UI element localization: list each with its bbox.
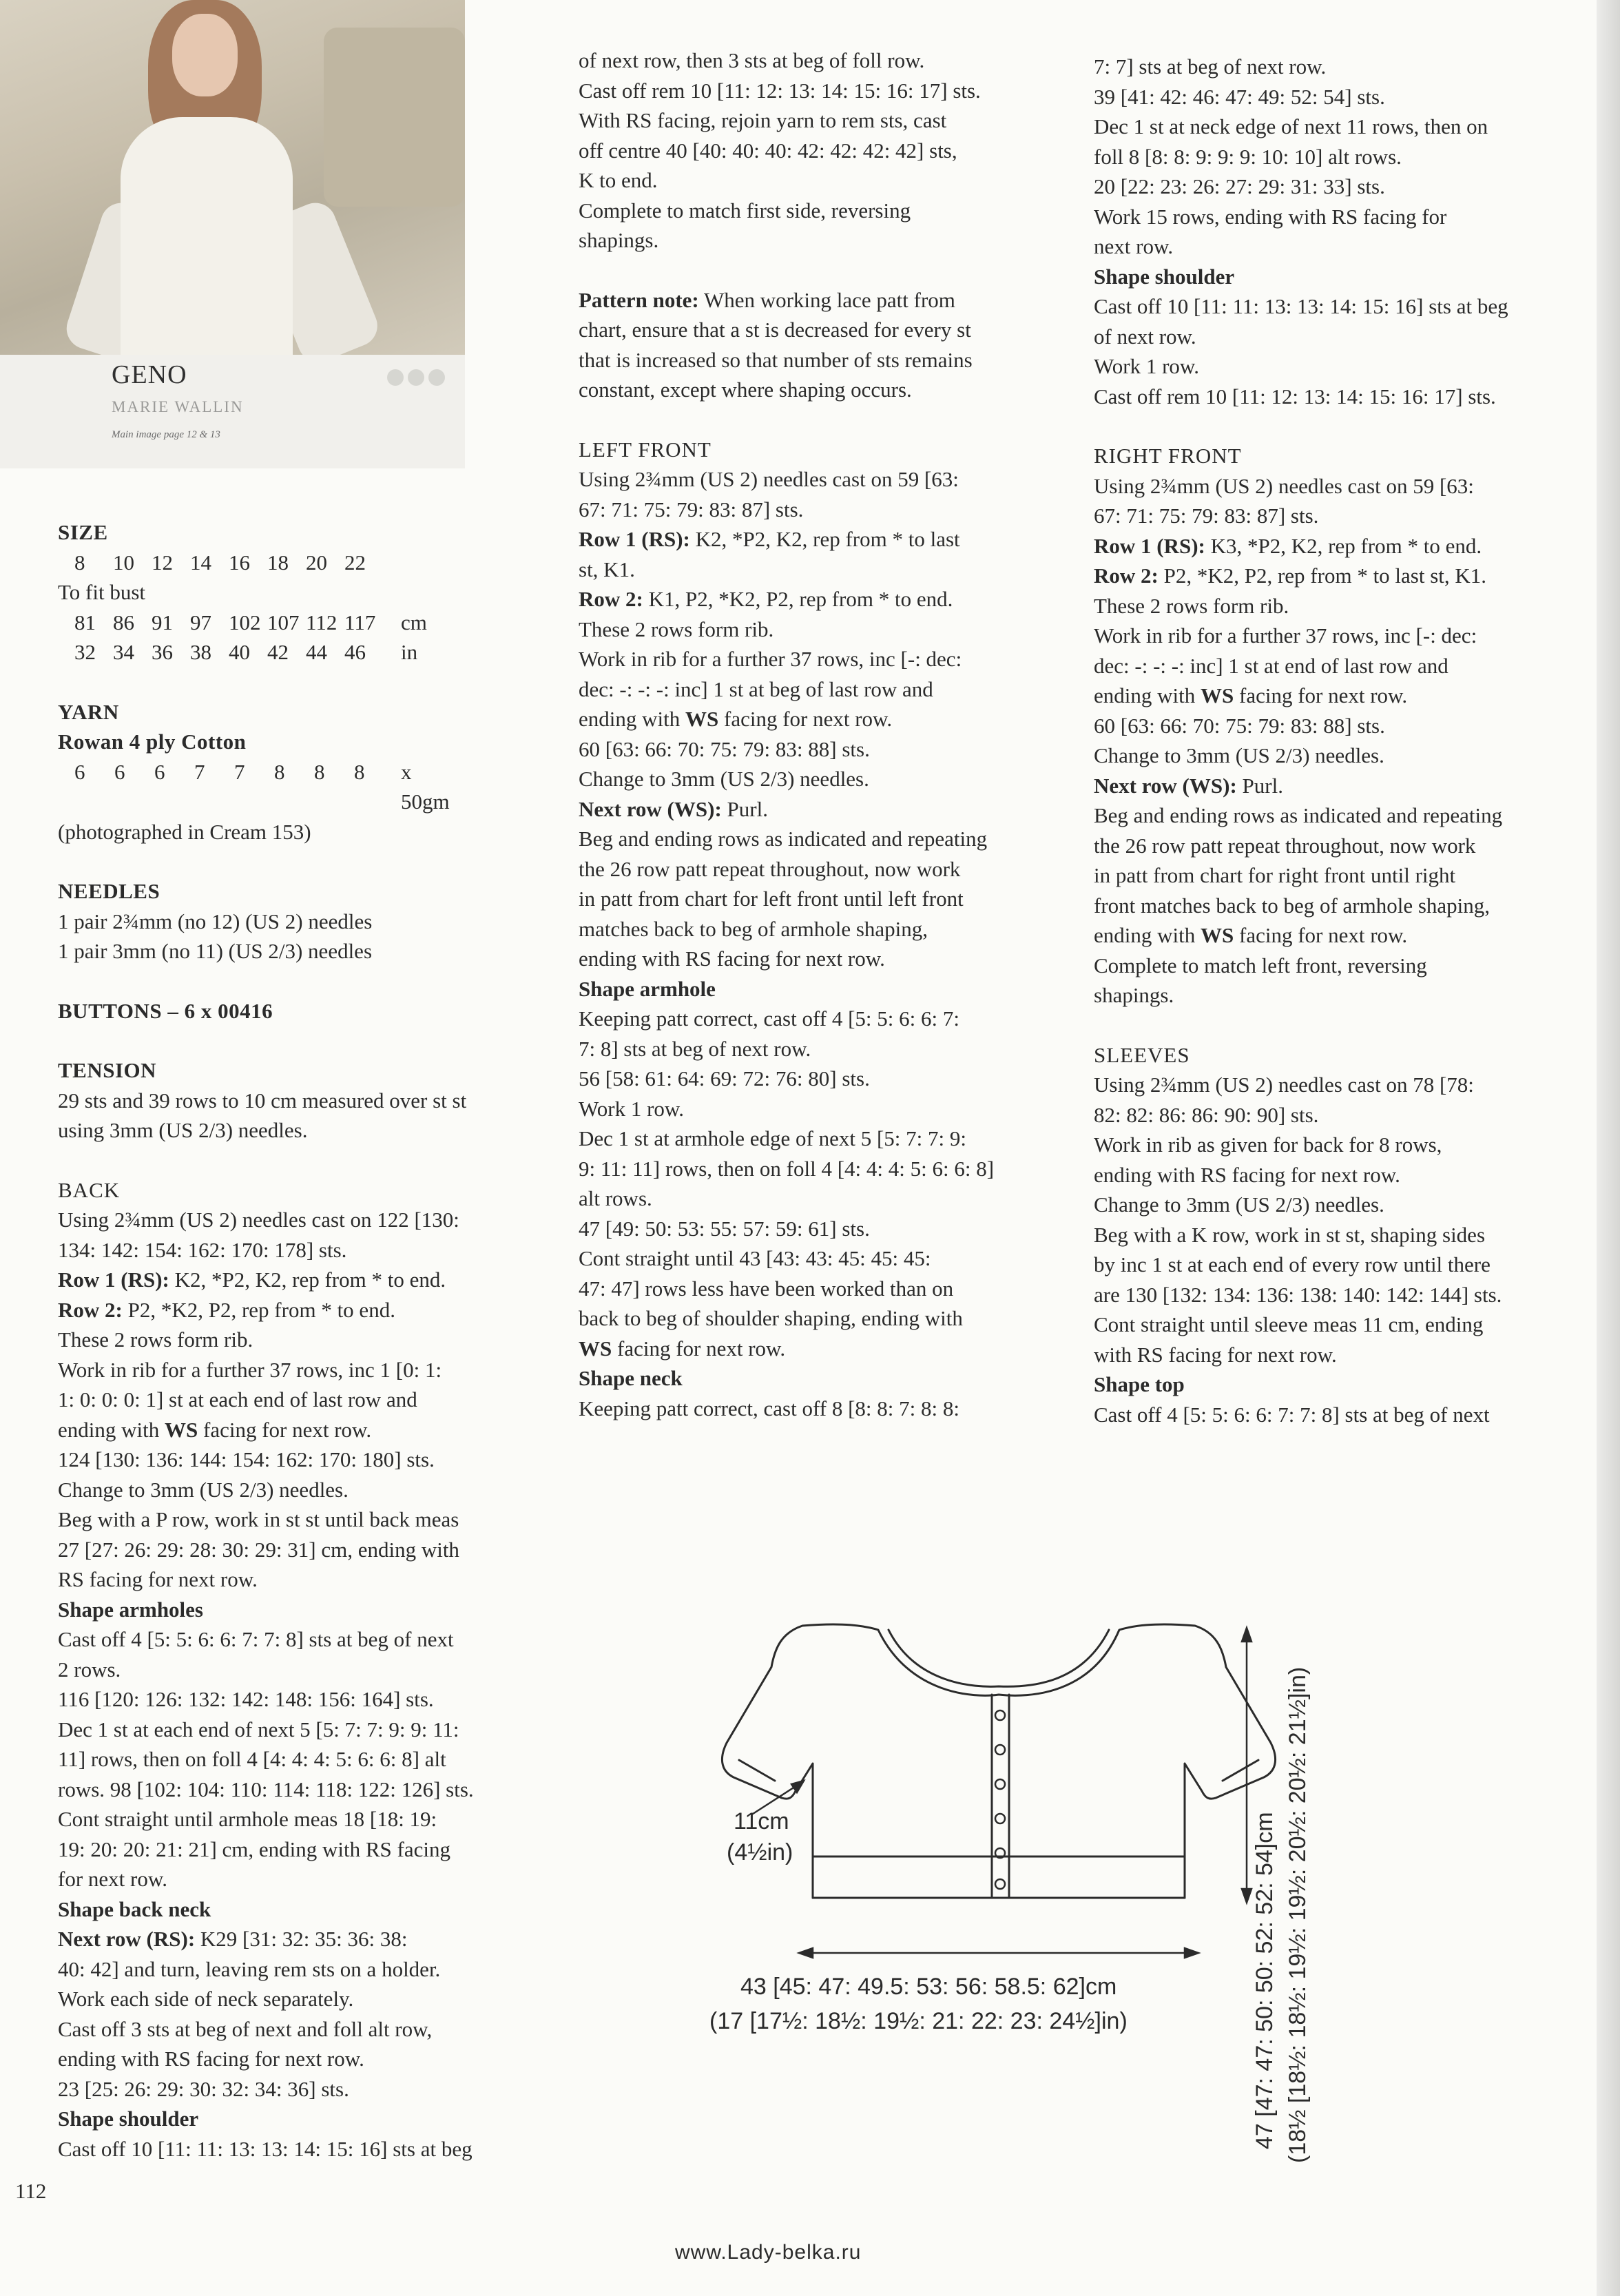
next-row-line	[579, 794, 1074, 825]
button-icon	[995, 1745, 1005, 1755]
row-label: Row 2:	[579, 587, 643, 611]
text-line: ending with RS facing for next row.	[58, 2047, 364, 2071]
text-line: in patt from chart for right front until right	[1094, 863, 1456, 887]
text-line: Cast off 10 [11: 11: 13: 13: 14: 15: 16] sts at beg	[58, 2136, 473, 2161]
yarn-heading: YARN	[58, 699, 119, 724]
armhole-heading: Shape armhole	[579, 976, 716, 1001]
bust-in-value: 42	[267, 640, 289, 664]
button-icon	[995, 1779, 1005, 1789]
page-number: 112	[15, 2179, 47, 2203]
button-icon	[995, 1879, 1005, 1889]
note-text: When working lace patt from	[698, 287, 955, 312]
text-line: off centre 40 [40: 40: 40: 42: 42: 42: 42] sts,	[579, 138, 957, 163]
bust-cm-value: 97	[190, 610, 211, 634]
text-line: the 26 row patt repeat throughout, now work	[579, 856, 961, 881]
row-text: K29 [31: 32: 35: 36: 38:	[195, 1927, 408, 1951]
text-line: in patt from chart for left front until left front	[579, 887, 964, 911]
text-line: These 2 rows form rib.	[58, 1327, 253, 1352]
row-text: P2, *K2, P2, rep from * to last st, K1.	[1158, 563, 1487, 588]
text-part: ending with	[58, 1417, 165, 1442]
text-line: Complete to match first side, reversing	[579, 198, 911, 223]
bust-in-value: 44	[306, 640, 327, 664]
text-line: Using 2¾mm (US 2) needles cast on 78 [78:	[1094, 1073, 1474, 1097]
text-line: 60 [63: 66: 70: 75: 79: 83: 88] sts.	[579, 736, 870, 761]
width-in: (17 [17½: 18½: 19½: 21: 22: 23: 24½]in)	[709, 2008, 1128, 2034]
difficulty-dots	[387, 369, 445, 386]
designer-name: MARIE WALLIN	[112, 398, 244, 415]
text-line: Beg and ending rows as indicated and repeating	[579, 827, 988, 851]
row-text: K2, *P2, K2, rep from * to last	[689, 527, 960, 551]
ws-label: WS	[579, 1336, 612, 1361]
row-text: Purl.	[1236, 773, 1283, 798]
size-value: 10	[113, 550, 134, 575]
yarn-qty: 8	[314, 759, 325, 784]
text-line: Using 2¾mm (US 2) needles cast on 59 [63:	[1094, 473, 1474, 498]
text-line: K to end.	[579, 168, 658, 192]
row-2-line	[579, 584, 1074, 614]
sleeve-length-cm: 11cm	[734, 1808, 789, 1834]
size-value: 18	[267, 550, 289, 575]
photo-cardigan	[121, 117, 293, 355]
text-line: front matches back to beg of armhole shaping,	[1094, 893, 1491, 918]
sleeve-length-in: (4½in)	[727, 1839, 793, 1865]
text-line: Using 2¾mm (US 2) needles cast on 59 [63:	[579, 467, 959, 491]
text-line: 124 [130: 136: 144: 154: 162: 170: 180] sts.	[58, 1447, 435, 1471]
text-line: Beg and ending rows as indicated and repeating	[1094, 803, 1503, 827]
left-front-heading: LEFT FRONT	[579, 437, 712, 462]
text-line: 116 [120: 126: 132: 142: 148: 156: 164] sts.	[58, 1687, 434, 1711]
armholes-heading: Shape armholes	[58, 1597, 203, 1622]
text-line: matches back to beg of armhole shaping,	[579, 916, 928, 941]
row-2-line	[58, 1295, 554, 1325]
text-line: Work in rib as given for back for 8 rows,	[1094, 1133, 1442, 1157]
yarn-qty: 6	[114, 759, 125, 784]
text-line: RS facing for next row.	[58, 1567, 258, 1591]
ws-line	[579, 704, 1074, 734]
row-label: Row 2:	[58, 1297, 123, 1322]
text-line: Cont straight until 43 [43: 43: 45: 45: 45:	[579, 1246, 931, 1270]
text-line: Work 1 row.	[1094, 354, 1200, 378]
model-photo	[0, 0, 465, 355]
difficulty-dot-icon	[428, 369, 445, 386]
text-line: that is increased so that number of sts remains	[579, 347, 973, 372]
text-line: 56 [58: 61: 64: 69: 72: 76: 80] sts.	[579, 1066, 870, 1090]
size-value: 8	[74, 550, 85, 575]
row-label: Next row (WS):	[579, 796, 722, 821]
text-line: back to beg of shoulder shaping, ending with	[579, 1306, 963, 1330]
footer-url: www.Lady-belka.ru	[675, 2241, 862, 2264]
ws-line	[579, 1334, 1074, 1364]
text-line: These 2 rows form rib.	[1094, 593, 1289, 618]
pattern-note-line	[579, 285, 1074, 316]
length-in: (18½ [18½: 18½: 19½: 19½: 20½: 20½: 21½]in)	[1285, 1666, 1311, 2163]
text-line: 134: 142: 154: 162: 170: 178] sts.	[58, 1237, 347, 1262]
text-line: 7: 7] sts at beg of next row.	[1094, 54, 1327, 79]
row-text: K3, *P2, K2, rep from * to end.	[1205, 533, 1482, 558]
text-line: Work in rib for a further 37 rows, inc 1 [0: 1:	[58, 1357, 442, 1382]
text-line: foll 8 [8: 8: 9: 9: 9: 10: 10] alt rows.	[1094, 144, 1402, 169]
text-line: 1: 0: 0: 0: 1] st at each end of last row and	[58, 1387, 417, 1411]
text-part: ending with	[1094, 923, 1201, 947]
text-line: 60 [63: 66: 70: 75: 79: 83: 88] sts.	[1094, 713, 1385, 738]
text-line: Beg with a K row, work in st st, shaping sides	[1094, 1222, 1486, 1247]
fit-bust-label: To fit bust	[58, 580, 145, 604]
row-text: Purl.	[721, 796, 768, 821]
text-line: chart, ensure that a st is decreased for every st	[579, 318, 971, 342]
text-part: facing for next row.	[198, 1417, 372, 1442]
arrow-down-icon	[1242, 1889, 1252, 1903]
yarn-qty: 6	[74, 759, 85, 784]
ws-line	[1094, 920, 1590, 951]
row-label: Row 2:	[1094, 563, 1159, 588]
text-line: 11] rows, then on foll 4 [4: 4: 4: 5: 6: 6: 8] alt	[58, 1747, 446, 1771]
row-text: K2, *P2, K2, rep from * to end.	[169, 1268, 446, 1292]
neck-heading: Shape neck	[579, 1366, 683, 1390]
pattern-name: GENO	[112, 360, 187, 389]
text-line: Cast off rem 10 [11: 12: 13: 14: 15: 16: 17] sts.	[1094, 384, 1496, 408]
sleeves-heading: SLEEVES	[1094, 1042, 1190, 1067]
bust-cm-value: 107	[267, 610, 300, 634]
size-value: 12	[152, 550, 173, 575]
text-line: Cast off 10 [11: 11: 13: 13: 14: 15: 16] sts at beg	[1094, 294, 1508, 318]
next-row-line	[1094, 771, 1590, 801]
ws-line	[1094, 681, 1590, 711]
arrow-right-icon	[1185, 1948, 1198, 1958]
difficulty-dot-icon	[408, 369, 424, 386]
text-line: next row.	[1094, 234, 1174, 258]
size-heading: SIZE	[58, 520, 108, 544]
text-line: Change to 3mm (US 2/3) needles.	[58, 1477, 349, 1502]
text-line: 20 [22: 23: 26: 27: 29: 31: 33] sts.	[1094, 174, 1385, 198]
ws-line	[58, 1415, 554, 1445]
text-part: ending with	[579, 707, 685, 731]
text-line: Complete to match left front, reversing	[1094, 953, 1427, 978]
bust-in-value: 46	[344, 640, 366, 664]
text-line: constant, except where shaping occurs.	[579, 378, 912, 402]
text-line: for next row.	[58, 1867, 167, 1891]
bust-cm-value: 81	[74, 610, 96, 634]
bust-in-value: 32	[74, 640, 96, 664]
bust-cm-value: 117	[344, 610, 376, 634]
tension-line: using 3mm (US 2/3) needles.	[58, 1118, 308, 1142]
size-value: 16	[229, 550, 250, 575]
text-part: facing for next row.	[1234, 683, 1408, 707]
yarn-qty: 8	[354, 759, 365, 784]
text-line: st, K1.	[579, 557, 635, 581]
size-value: 14	[190, 550, 211, 575]
yarn-quantity-row	[58, 757, 554, 817]
difficulty-dot-icon	[387, 369, 404, 386]
row-label: Next row (WS):	[1094, 773, 1237, 798]
row-1-line	[58, 1265, 554, 1295]
tension-line: 29 sts and 39 rows to 10 cm measured over st st	[58, 1088, 467, 1113]
text-part: facing for next row.	[1234, 923, 1408, 947]
text-line: 9: 11: 11] rows, then on foll 4 [4: 4: 4: 5: 6: 6: 8]	[579, 1156, 995, 1181]
button-icon	[995, 1814, 1005, 1823]
text-line: of next row, then 3 sts at beg of foll row.	[579, 48, 925, 72]
row-text: K1, P2, *K2, P2, rep from * to end.	[643, 587, 953, 611]
shape-top-heading: Shape top	[1094, 1372, 1185, 1396]
image-reference: Main image page 12 & 13	[112, 429, 220, 440]
width-cm: 43 [45: 47: 49.5: 53: 56: 58.5: 62]cm	[740, 1974, 1117, 2000]
text-line: Beg with a P row, work in st st until back meas	[58, 1507, 459, 1531]
bust-cm-value: 91	[152, 610, 173, 634]
shoulder-heading: Shape shoulder	[1094, 264, 1235, 289]
text-line: with RS facing for next row.	[1094, 1342, 1337, 1367]
text-line: Cont straight until armhole meas 18 [18: 19:	[58, 1807, 437, 1831]
column-1	[58, 517, 554, 2164]
size-value: 22	[344, 550, 366, 575]
text-line: 19: 20: 20: 21: 21] cm, ending with RS facing	[58, 1837, 451, 1861]
yarn-name: Rowan 4 ply Cotton	[58, 730, 247, 754]
text-line: 40: 42] and turn, leaving rem sts on a holder.	[58, 1956, 441, 1981]
text-line: 82: 82: 86: 86: 90: 90] sts.	[1094, 1102, 1319, 1127]
text-part: facing for next row.	[612, 1336, 786, 1361]
size-value: 20	[306, 550, 327, 575]
text-line: dec: -: -: -: inc] 1 st at beg of last row and	[579, 676, 933, 701]
row-label: Next row (RS):	[58, 1927, 196, 1951]
back-heading: BACK	[58, 1177, 121, 1202]
photo-background-stone	[324, 28, 465, 207]
arrow-up-icon	[1242, 1628, 1252, 1642]
yarn-qty: 8	[274, 759, 285, 784]
text-line: Dec 1 st at neck edge of next 11 rows, then on	[1094, 114, 1488, 138]
text-line: 23 [25: 26: 29: 30: 32: 34: 36] sts.	[58, 2076, 349, 2101]
page-edge-shadow	[1597, 0, 1620, 2296]
text-line: 67: 71: 75: 79: 83: 87] sts.	[1094, 504, 1319, 528]
next-row-line	[58, 1924, 554, 1954]
bust-in-value: 38	[190, 640, 211, 664]
bust-cm-value: 86	[113, 610, 134, 634]
row-text: P2, *K2, P2, rep from * to end.	[122, 1297, 395, 1322]
bust-in-value: 36	[152, 640, 173, 664]
ws-label: WS	[1201, 683, 1234, 707]
garment-schematic	[672, 1467, 1347, 2163]
bust-cm-value: 102	[229, 610, 261, 634]
unit-cm: cm	[401, 610, 427, 634]
buttons-line: BUTTONS – 6 x 00416	[58, 998, 273, 1023]
text-part: ending with	[1094, 683, 1201, 707]
text-line: Change to 3mm (US 2/3) needles.	[1094, 743, 1384, 767]
bust-in-value: 34	[113, 640, 134, 664]
yarn-photographed: (photographed in Cream 153)	[58, 819, 311, 844]
bust-in-value: 40	[229, 640, 250, 664]
text-line: ending with RS facing for next row.	[579, 947, 885, 971]
tension-heading: TENSION	[58, 1058, 157, 1082]
bust-in-row	[58, 637, 554, 668]
text-line: Keeping patt correct, cast off 8 [8: 8: 7: 8: 8:	[579, 1396, 959, 1420]
column-2	[579, 45, 1074, 1423]
row-label: Row 1 (RS):	[58, 1268, 169, 1292]
arrow-left-icon	[799, 1948, 813, 1958]
button-icon	[995, 1710, 1005, 1720]
column-3	[1094, 52, 1590, 1429]
text-line: 47 [49: 50: 53: 55: 57: 59: 61] sts.	[579, 1216, 870, 1241]
text-line: Cast off 4 [5: 5: 6: 6: 7: 7: 8] sts at beg of next	[58, 1627, 454, 1651]
text-line: the 26 row patt repeat throughout, now work	[1094, 833, 1476, 858]
yarn-qty: 7	[234, 759, 245, 784]
needles-heading: NEEDLES	[58, 879, 160, 903]
text-line: 39 [41: 42: 46: 47: 49: 52: 54] sts.	[1094, 84, 1385, 109]
ws-label: WS	[165, 1417, 198, 1442]
text-line: Cont straight until sleeve meas 11 cm, ending	[1094, 1312, 1484, 1336]
yarn-qty: 6	[154, 759, 165, 784]
shoulder-heading: Shape shoulder	[58, 2107, 199, 2131]
photo-model-face	[172, 14, 238, 96]
text-line: of next row.	[1094, 324, 1196, 349]
text-line: Change to 3mm (US 2/3) needles.	[1094, 1192, 1384, 1217]
bust-cm-value: 112	[306, 610, 338, 634]
ws-label: WS	[685, 707, 719, 731]
text-line: Cast off 4 [5: 5: 6: 6: 7: 7: 8] sts at beg of next	[1094, 1402, 1490, 1427]
text-line: 7: 8] sts at beg of next row.	[579, 1036, 811, 1061]
text-line: alt rows.	[579, 1186, 652, 1210]
text-line: are 130 [132: 134: 136: 138: 140: 142: 144] sts.	[1094, 1282, 1502, 1307]
needle-line: 1 pair 3mm (no 11) (US 2/3) needles	[58, 939, 373, 963]
row-1-line	[579, 524, 1074, 555]
needle-line: 1 pair 2¾mm (no 12) (US 2) needles	[58, 909, 373, 933]
text-line: Cast off 3 sts at beg of next and foll alt row,	[58, 2016, 433, 2041]
text-line: Work 1 row.	[579, 1096, 685, 1121]
text-line: by inc 1 st at each end of every row until there	[1094, 1252, 1491, 1276]
text-line: With RS facing, rejoin yarn to rem sts, cast	[579, 108, 947, 132]
bust-cm-row	[58, 608, 554, 638]
text-line: Dec 1 st at armhole edge of next 5 [5: 7: 7: 9:	[579, 1126, 967, 1150]
arrow-icon	[791, 1781, 804, 1792]
row-2-line	[1094, 561, 1590, 591]
text-line: 67: 71: 75: 79: 83: 87] sts.	[579, 497, 804, 521]
text-line: 47: 47] rows less have been worked than on	[579, 1276, 954, 1301]
text-line: shapings.	[1094, 983, 1174, 1007]
row-label: Row 1 (RS):	[579, 527, 690, 551]
text-line: rows. 98 [102: 104: 110: 114: 118: 122: 126] sts.	[58, 1777, 474, 1801]
text-line: dec: -: -: -: inc] 1 st at end of last row and	[1094, 653, 1448, 678]
back-neck-heading: Shape back neck	[58, 1896, 211, 1921]
unit-in: in	[401, 640, 418, 664]
text-line: ending with RS facing for next row.	[1094, 1162, 1400, 1187]
text-part: facing for next row.	[718, 707, 893, 731]
row-label: Row 1 (RS):	[1094, 533, 1205, 558]
text-line: Work in rib for a further 37 rows, inc [-: dec:	[579, 647, 962, 671]
text-line: Work each side of neck separately.	[58, 1987, 354, 2011]
right-front-heading: RIGHT FRONT	[1094, 444, 1242, 468]
yarn-unit: x 50gm	[401, 759, 450, 814]
text-line: Change to 3mm (US 2/3) needles.	[579, 767, 869, 791]
text-line: Cast off rem 10 [11: 12: 13: 14: 15: 16: 17] sts.	[579, 78, 981, 103]
text-line: Work 15 rows, ending with RS facing for	[1094, 204, 1447, 229]
sizes-row	[58, 548, 554, 578]
text-line: Work in rib for a further 37 rows, inc [-: dec:	[1094, 623, 1477, 648]
text-line: These 2 rows form rib.	[579, 617, 774, 641]
text-line: Keeping patt correct, cast off 4 [5: 5: 6: 6: 7:	[579, 1006, 959, 1031]
text-line: 2 rows.	[58, 1657, 121, 1682]
text-line: shapings.	[579, 228, 659, 252]
row-1-line	[1094, 531, 1590, 561]
text-line: Using 2¾mm (US 2) needles cast on 122 [130:	[58, 1208, 459, 1232]
note-label: Pattern note:	[579, 287, 699, 312]
text-line: 27 [27: 26: 29: 28: 30: 29: 31] cm, ending with	[58, 1537, 459, 1562]
yarn-qty: 7	[194, 759, 205, 784]
text-line: Dec 1 st at each end of next 5 [5: 7: 7: 9: 9: 11:	[58, 1717, 459, 1741]
length-cm: 47 [47: 47: 50: 50: 52: 52: 54]cm	[1252, 1812, 1278, 2149]
ws-label: WS	[1201, 923, 1234, 947]
